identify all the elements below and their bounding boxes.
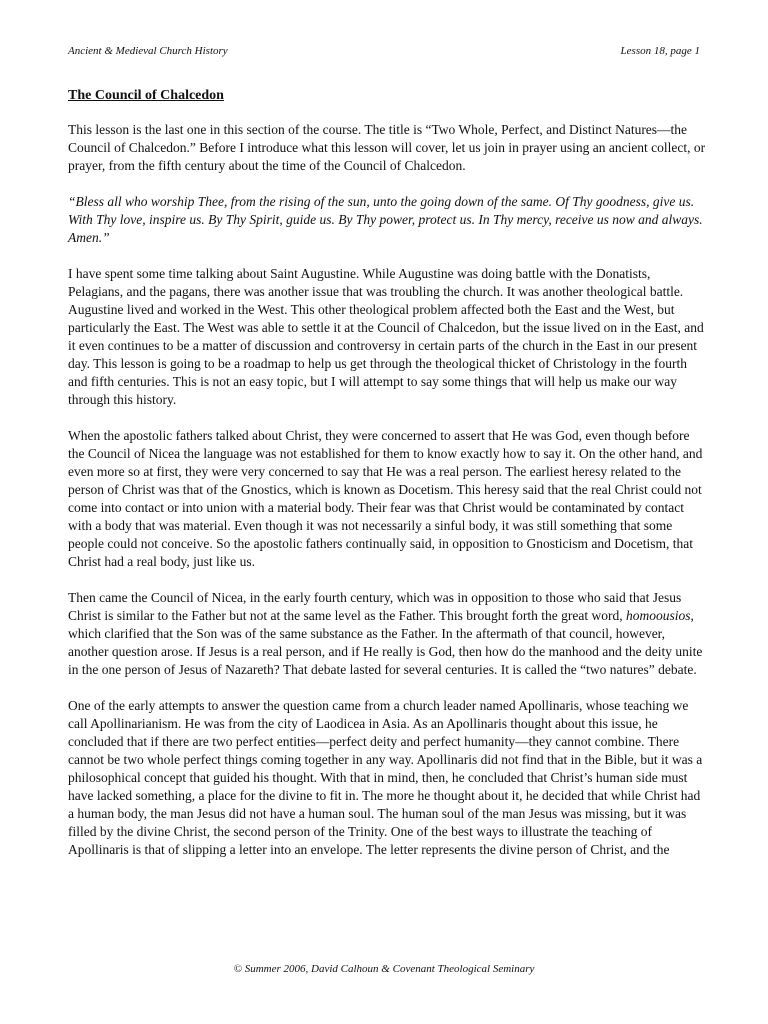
nicea-text-after: , which clarified that the Son was of the same substance as the Father. In the aftermath of that council, however, another question arose. If Jesus is a real person, and if He really is God, then how do the manhood and the deity unite in the one person of Jesus of Nazareth? That debate lasted for several centuries. It is called the “two natures” debate. (68, 608, 703, 677)
paragraph-intro: This lesson is the last one in this section of the course. The title is “Two Whole, Perfect, and Distinct Natures—the Council of Chalcedon.” Before I introduce what this lesson will cover, let us join in prayer using an ancient collect, or prayer, from the fifth century about the time of the Council of Chalcedon. (68, 122, 706, 173)
lesson-page-number: Lesson 18, page 1 (620, 45, 700, 57)
paragraph-nicea (68, 589, 708, 679)
copyright-footer: © Summer 2006, David Calhoun & Covenant Theological Seminary (233, 963, 535, 975)
lesson-title: The Council of Chalcedon (68, 88, 224, 103)
running-header (68, 45, 700, 57)
prayer-quote: “Bless all who worship Thee, from the rising of the sun, unto the going down of the same. Of Thy goodness, give us. With Thy love, inspire us. By Thy Spirit, guide us. By Thy power, protect us. In Thy mercy, receive us now and always. Amen.” (68, 194, 703, 245)
paragraph-apollinaris: One of the early attempts to answer the question came from a church leader named Apollinaris, whose teaching we call Apollinarianism. He was from the city of Laodicea in Asia. As an Apollinaris thought about this issue, he concluded that if there are two perfect entities—perfect deity and perfect humanity—they cannot combine. There cannot be two whole perfect things coming together in any way. Apollinaris did not find that in the Bible, but it was a philosophical concept that guided his thought. With that in mind, then, he concluded that Christ’s human side must have lacked something, a place for the divine to fit in. The more he thought about it, he decided that while Christ had a human body, the man Jesus did not have a human soul. The human soul of the man Jesus was missing, but it was filled by the divine Christ, the second person of the Trinity. One of the best ways to illustrate the teaching of Apollinaris is that of slipping a letter into an envelope. The letter represents the divine person of Christ, and the (68, 698, 703, 857)
lesson-body (68, 121, 708, 877)
paragraph-augustine: I have spent some time talking about Saint Augustine. While Augustine was doing battle with the Donatists, Pelagians, and the pagans, there was another issue that was troubling the church. It was another theological battle. Augustine lived and worked in the West. This other theological problem affected both the East and the West, but particularly the East. The West was able to settle it at the Council of Chalcedon, but the issue lived on in the East, and it even continues to be a matter of discussion and controversy in certain parts of the church in the East in our present day. This lesson is going to be a roadmap to help us get through the theological thicket of Christology in the fourth and fifth centuries. This is not an easy topic, but I will attempt to say some things that will help us make our way through this history. (68, 266, 704, 407)
homoousios-term: homoousios (626, 608, 691, 623)
course-title: Ancient & Medieval Church History (68, 45, 228, 57)
paragraph-apostolic-fathers: When the apostolic fathers talked about Christ, they were concerned to assert that He was God, even though before the Council of Nicea the language was not established for them to know exactly how to say it. On the other hand, and even more so at first, they were very concerned to say that He was a real person. The earliest heresy related to the person of Christ was that of the Gnostics, which is known as Docetism. This heresy said that the real Christ could not come into contact or into union with a material body. Their fear was that Christ would be contaminated by contact with a body that was material. Even though it was not necessarily a sinful body, it was still something that some people could not conceive. So the apostolic fathers continually said, in opposition to Gnosticism and Docetism, that Christ had a real body, just like us. (68, 428, 703, 569)
nicea-text-before: Then came the Council of Nicea, in the early fourth century, which was in opposition to those who said that Jesus Christ is similar to the Father but not at the same level as the Father. This brought forth the great word, (68, 590, 682, 623)
